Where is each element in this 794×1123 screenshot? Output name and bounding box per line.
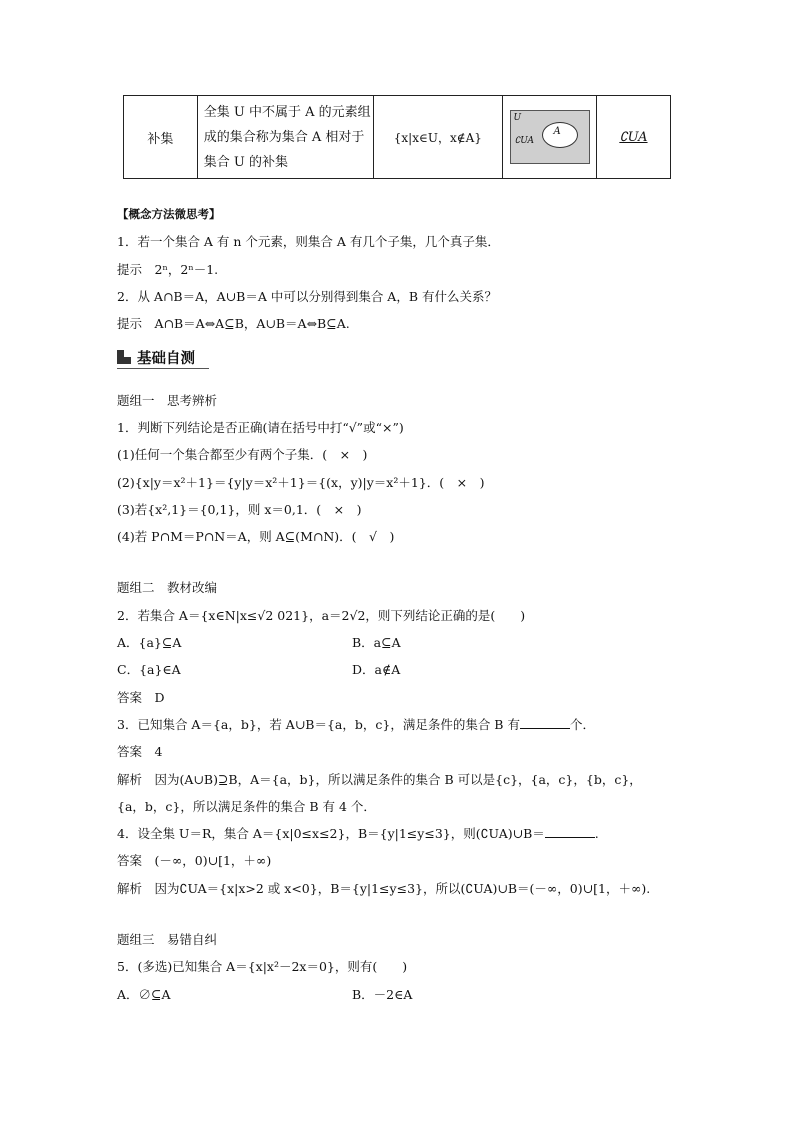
explanation-4: 解析 因为∁UA＝{x|x>2 或 x<0}，B＝{y|1≤y≤3}，所以(∁UA)∪B＝(－∞，0)∪[1，＋∞). — [117, 881, 651, 896]
group1-item-2: (2){x|y＝x²＋1}＝{y|y＝x²＋1}＝{(x，y)|y＝x²＋1}．( × ) — [117, 475, 485, 490]
group2-question-4 — [117, 824, 599, 842]
group1-question: 1．判断下列结论是否正确(请在括号中打“√”或“×”) — [117, 420, 404, 435]
table-row — [124, 96, 671, 179]
answer-2: 答案 D — [117, 690, 165, 705]
group1-title: 题组一 思考辨析 — [117, 393, 218, 408]
group2-question-3 — [117, 715, 595, 733]
venn-diagram — [510, 110, 590, 164]
concept-question-1: 1．若一个集合 A 有 n 个元素，则集合 A 有几个子集，几个真子集． — [117, 234, 500, 249]
answer-3: 答案 4 — [117, 744, 163, 759]
option-a: A．{a}⊆A — [117, 635, 182, 650]
table-cell-name: 补集 — [124, 96, 198, 179]
group3-question-5: 5．(多选)已知集合 A＝{x|x²－2x＝0}，则有( ) — [117, 959, 408, 974]
question-4-text: 4．设全集 U＝R，集合 A＝{x|0≤x≤2}，B＝{y|1≤y≤3}，则(∁UA)∪B＝ — [117, 826, 545, 841]
section-divider — [117, 368, 209, 369]
question-3-text: 3．已知集合 A＝{a，b}，若 A∪B＝{a，b，c}，满足条件的集合 B 有 — [117, 717, 520, 732]
group1-item-4: (4)若 P∩M＝P∩N＝A，则 A⊆(M∩N)．( √ ) — [117, 529, 395, 544]
option-b: B．－2∈A — [352, 987, 413, 1002]
question-4-tail: . — [594, 826, 599, 841]
table-cell-description: 全集 U 中不属于 A 的元素组成的集合称为集合 A 相对于集合 U 的补集 — [197, 96, 373, 179]
group1-item-3: (3)若{x²,1}＝{0,1}，则 x＝0,1．( × ) — [117, 502, 362, 517]
option-a: A．∅⊆A — [117, 987, 171, 1002]
answer-4: 答案 (－∞，0)∪[1，＋∞) — [117, 853, 272, 868]
group3-title: 题组三 易错自纠 — [117, 932, 218, 947]
venn-label-complement: ∁UA — [514, 136, 535, 146]
concept-answer-1: 提示 2ⁿ，2ⁿ－1. — [117, 262, 219, 277]
complement-table — [123, 95, 671, 179]
concept-answer-2: 提示 A∩B＝A⇔A⊆B，A∪B＝A⇔B⊆A. — [117, 316, 350, 331]
option-b: B．a⊆A — [352, 635, 401, 650]
group2-question-2: 2．若集合 A＝{x∈N|x≤√2 021}，a＝2√2，则下列结论正确的是( ) — [117, 608, 526, 623]
group2-title: 题组二 教材改编 — [117, 580, 218, 595]
answer-blank — [520, 716, 570, 729]
option-c: C．{a}∈A — [117, 662, 181, 677]
venn-label-a: A — [553, 126, 561, 137]
answer-blank — [545, 825, 595, 838]
group1-item-1: (1)任何一个集合都至少有两个子集．( × ) — [117, 447, 368, 462]
option-d: D．a∉A — [352, 662, 401, 677]
table-cell-set: {x|x∈U，x∉A} — [373, 96, 503, 179]
question-3-tail: 个． — [569, 717, 595, 732]
section-title: 基础自测 — [137, 351, 195, 367]
explanation-3-line-1: 解析 因为(A∪B)⊇B，A＝{a，b}，所以满足条件的集合 B 可以是{c}，{a，c}，{b，c}， — [117, 772, 642, 787]
concept-heading: 【概念方法微思考】 — [117, 207, 221, 221]
complement-symbol: ∁UA — [619, 129, 648, 145]
table-cell-venn — [503, 96, 597, 179]
explanation-3-line-2: {a，b，c}，所以满足条件的集合 B 有 4 个． — [117, 799, 376, 814]
venn-label-u: U — [513, 113, 522, 123]
concept-question-2: 2．从 A∩B＝A，A∪B＝A 中可以分别得到集合 A，B 有什么关系？ — [117, 289, 497, 304]
table-cell-symbol — [596, 96, 670, 179]
